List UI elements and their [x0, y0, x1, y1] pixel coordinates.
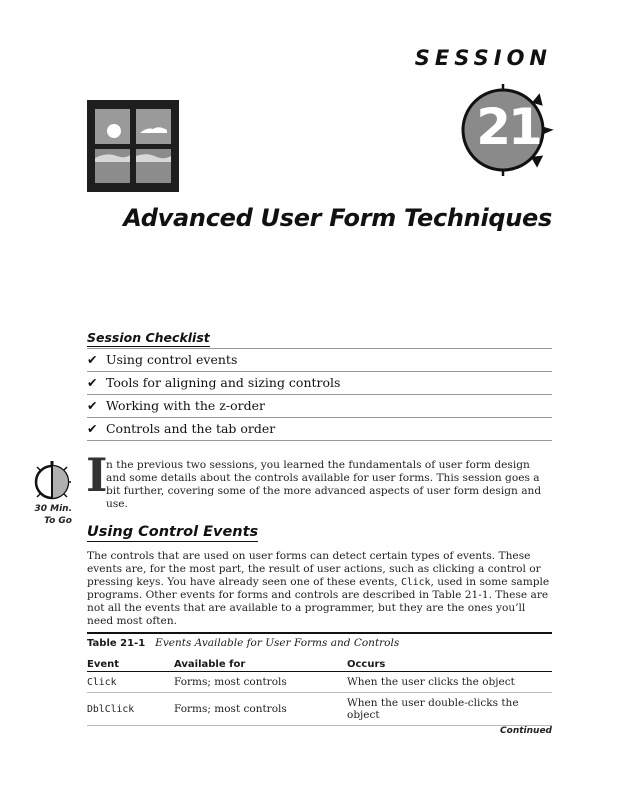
time-remaining-note [20, 503, 72, 527]
time-note-line2: To Go [44, 516, 72, 526]
table-row [87, 693, 552, 726]
event-cell: DblClick [87, 693, 174, 726]
section-heading: Using Control Events [87, 524, 259, 540]
session-checklist [87, 348, 552, 441]
column-header-event: Event [87, 657, 174, 672]
continued-note: Continued [500, 726, 552, 736]
checklist-heading: Session Checklist [87, 330, 210, 345]
check-mark-icon: ✔ [87, 375, 98, 390]
checklist-item [87, 371, 552, 394]
occurs-cell: When the user double-clicks the object [347, 693, 552, 726]
column-header-occurs: Occurs [347, 657, 552, 672]
checklist-item-label: Tools for aligning and sizing controls [105, 375, 341, 390]
occurs-cell: When the user clicks the object [347, 672, 552, 693]
session-number: 21 [476, 98, 540, 156]
checklist-item [87, 348, 552, 371]
checklist-item-label: Using control events [105, 352, 238, 367]
table-caption-label: Table 21-1 [87, 638, 146, 649]
available-for-cell: Forms; most controls [174, 693, 347, 726]
checklist-item-label: Working with the z-order [105, 398, 265, 413]
drop-cap: I [86, 448, 108, 502]
checklist-item [87, 417, 552, 441]
check-mark-icon: ✔ [87, 421, 98, 436]
section-paragraph [87, 550, 553, 628]
table-header-row [87, 657, 552, 672]
chapter-title: Advanced User Form Techniques [123, 204, 552, 232]
checklist-item [87, 394, 552, 417]
time-note-line1: 30 Min. [34, 504, 72, 514]
check-mark-icon: ✔ [87, 398, 98, 413]
stopwatch-icon [33, 458, 73, 502]
checklist-item-label: Controls and the tab order [105, 421, 276, 436]
table-caption-text: Events Available for User Forms and Controls [155, 637, 400, 649]
column-header-available-for: Available for [174, 657, 347, 672]
paragraph-text-part1: The controls that are used on user forms can detect certain types of events. These events are, for the most part, the result of user actions, such as clicking a control or pressing keys. You have already seen one of these events, [87, 550, 541, 588]
event-cell: Click [87, 672, 174, 693]
paragraph-text-part2: , used in some sample programs. Other events for forms and controls are described in Table 21-1. These are not all the events that are available to a programmer, but they are the ones you’ll need most often. [87, 576, 550, 627]
inline-code-click: Click [400, 577, 431, 588]
available-for-cell: Forms; most controls [174, 672, 347, 693]
window-logo [87, 100, 179, 192]
table-row [87, 672, 552, 693]
table-caption [87, 632, 552, 649]
check-mark-icon: ✔ [87, 352, 98, 367]
intro-paragraph: n the previous two sessions, you learned the fundamentals of user form design and some details about the controls available for user forms. This session goes a bit further, covering some of the more advanced aspects of user form design and use. [106, 459, 542, 510]
events-table [87, 657, 552, 726]
session-label: SESSION [414, 46, 552, 70]
